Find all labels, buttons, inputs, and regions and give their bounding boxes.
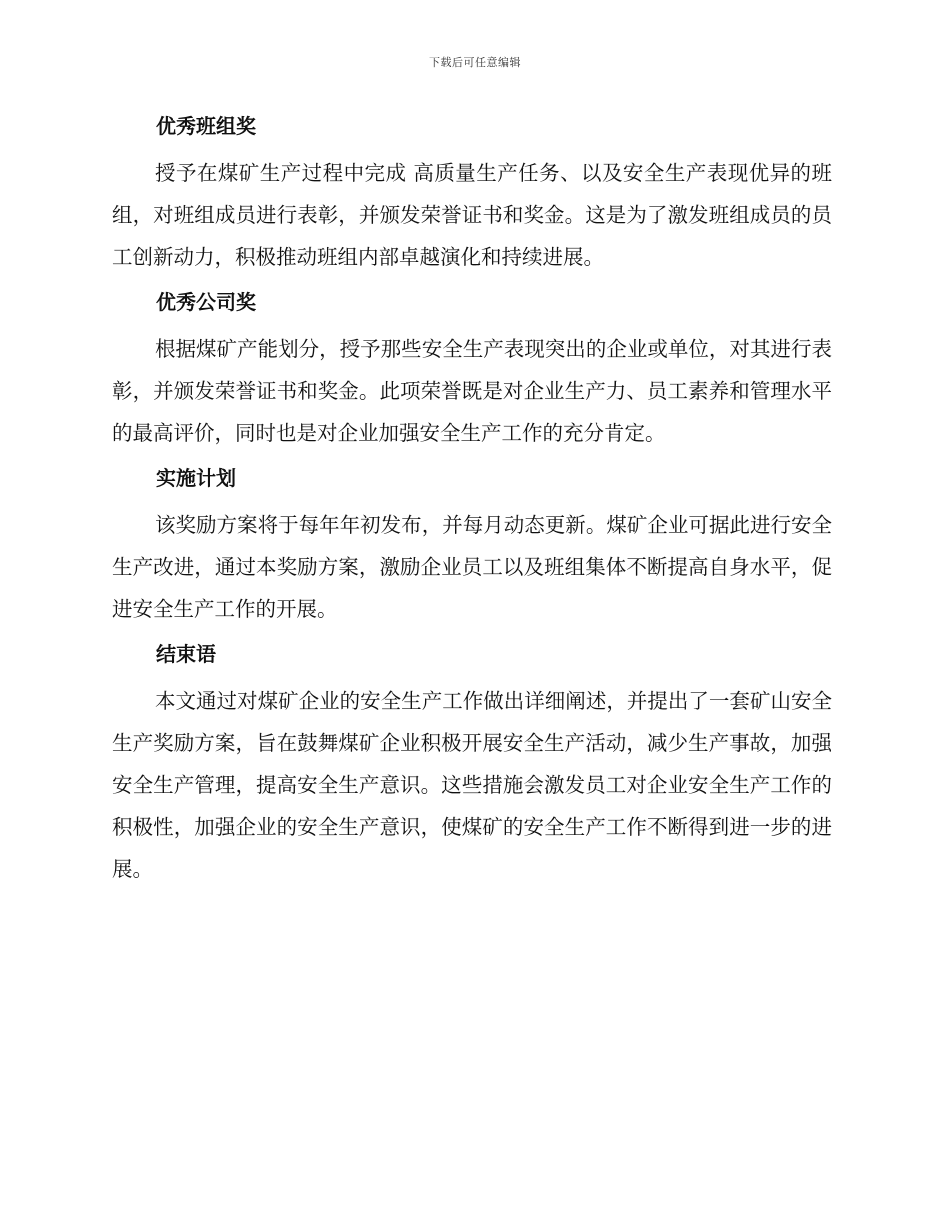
section-paragraph: 授予在煤矿生产过程中完成 高质量生产任务、以及安全生产表现优异的班组，对班组成员进行表彰，并颁发荣誉证书和奖金。这是为了激发班组成员的员工创新动力，积极推动班组内部卓越演化和持续进展。 (112, 161, 832, 269)
section-heading: 优秀班组奖 (156, 114, 256, 138)
page-header-note: 下载后可任意编辑 (429, 56, 521, 69)
section-conclusion (112, 636, 832, 890)
section-paragraph: 本文通过对煤矿企业的安全生产工作做出详细阐述，并提出了一套矿山安全生产奖励方案，旨在鼓舞煤矿企业积极开展安全生产活动，减少生产事故，加强安全生产管理，提高安全生产意识。这些措施会激发员工对企业安全生产工作的积极性，加强企业的安全生产意识，使煤矿的安全生产工作不断得到进一步的进展。 (112, 689, 832, 881)
section-implementation-plan (112, 460, 832, 630)
section-heading: 优秀公司奖 (156, 290, 256, 314)
section-paragraph: 该奖励方案将于每年年初发布，并每月动态更新。煤矿企业可据此进行安全生产改进，通过本奖励方案，激励企业员工以及班组集体不断提高自身水平，促进安全生产工作的开展。 (112, 513, 832, 621)
section-paragraph: 根据煤矿产能划分，授予那些安全生产表现突出的企业或单位，对其进行表彰，并颁发荣誉证书和奖金。此项荣誉既是对企业生产力、员工素养和管理水平的最高评价，同时也是对企业加强安全生产工作的充分肯定。 (112, 337, 832, 445)
section-heading: 结束语 (156, 642, 216, 666)
document-body (112, 108, 832, 896)
section-heading: 实施计划 (156, 466, 236, 490)
section-excellent-team-award (112, 108, 832, 278)
section-excellent-company-award (112, 284, 832, 454)
